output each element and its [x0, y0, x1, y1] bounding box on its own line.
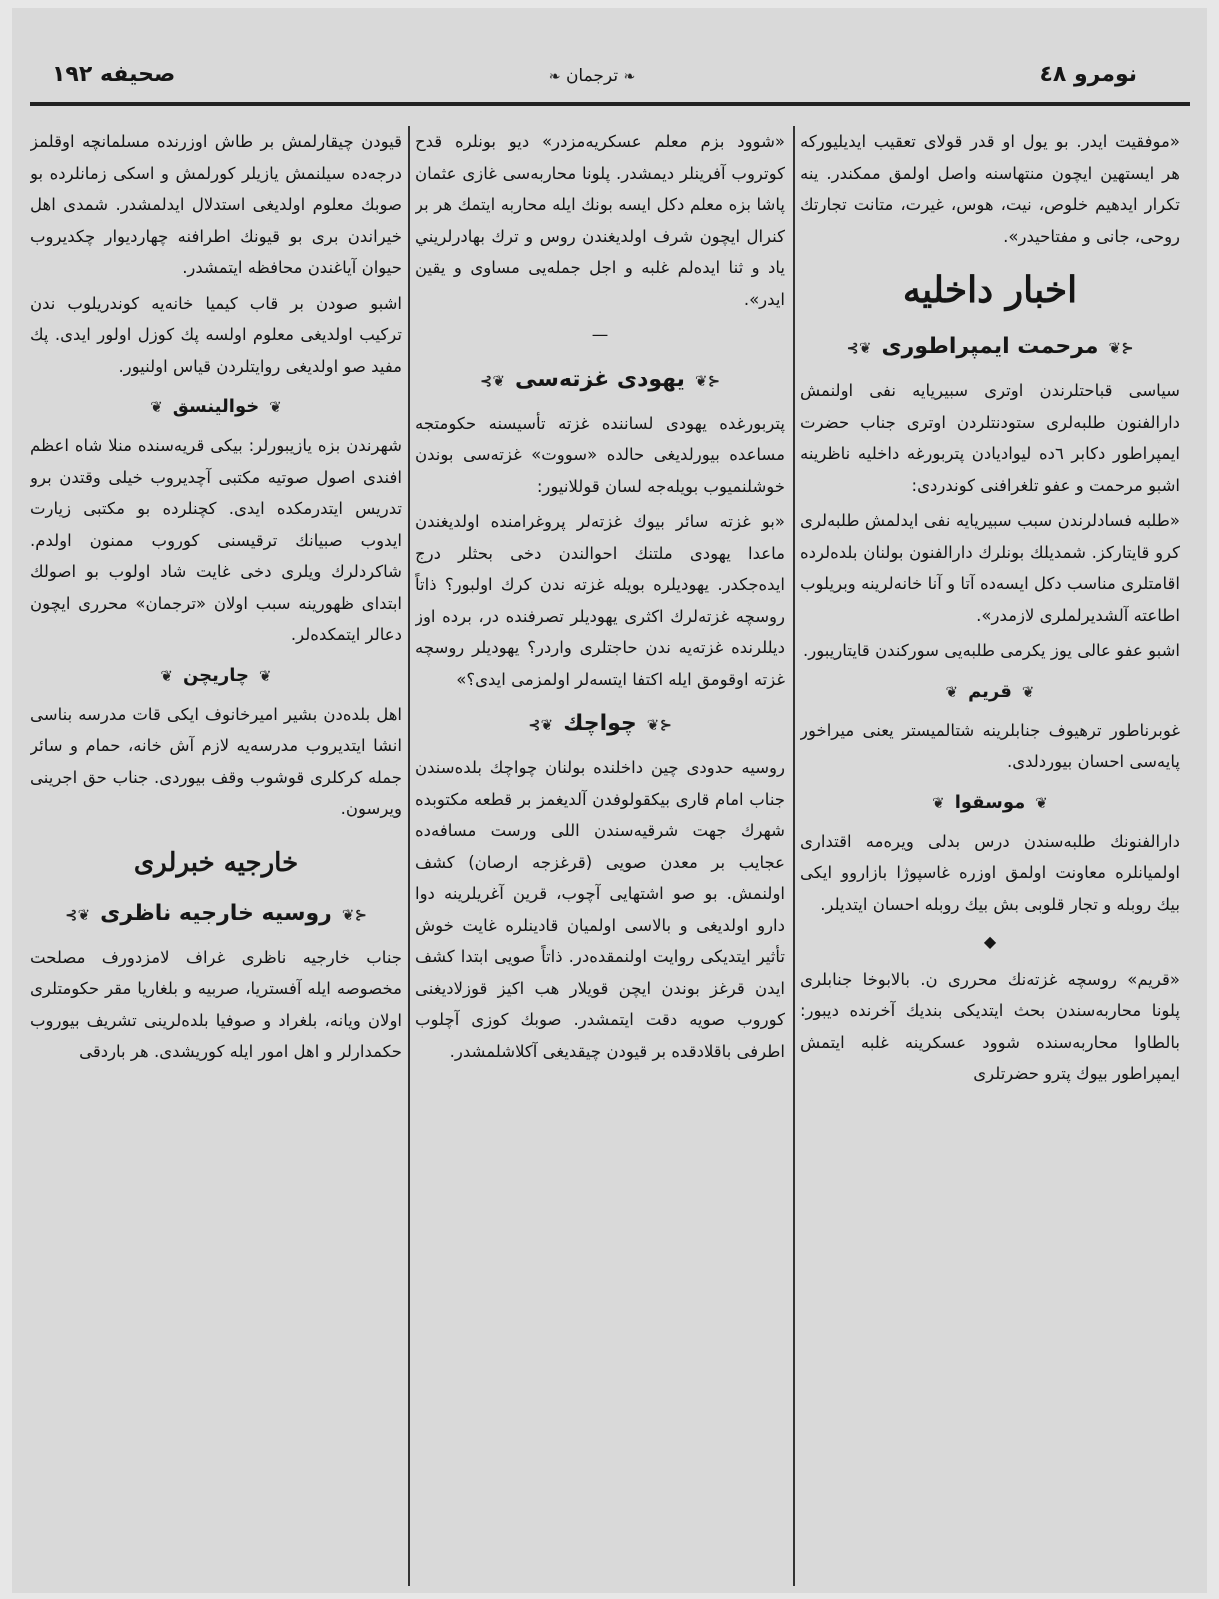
flourish-icon: ⊰❦	[341, 905, 367, 924]
article-text: «قريم» روسچه غزته‌نك محررى ن. بالابوخا جنابلرى پلونا محاربه‌سندن بحث ايتديكى بنديك آخرنده ديبور: بالطاوا محاربه‌سنده شوود عسكرينه غلبه ايتمش ايمپراطور بيوك پترو حضرتلرى	[800, 969, 1180, 1083]
article-heading: ⊰❦چواچك❦⊱	[528, 711, 672, 736]
flourish-icon: ❦⊱	[528, 716, 554, 734]
flourish-icon: ❦	[269, 398, 282, 416]
flourish-icon: ❦	[1035, 793, 1048, 812]
flourish-icon: ❦	[945, 682, 959, 701]
column-middle	[415, 126, 785, 1586]
article-text: سياسى قباحتلرندن اوترى سبيريايه نفى اولنمش دارالفنون طلبه‌لرى ستودنتلردن اوترى جناب حضرت ايمپراطور دكابر ٦ده ليواديادن پتربورغه داخليه ناظرينه اشبو مرحمت و عفو تلغرافنى كوندردى:	[800, 381, 1180, 495]
article-text: شهرندن بزه يازيبورلر: بيكى قريه‌سنده منلا شاه اعظم افندى اصول صوتيه مكتبى آچديروب خيلى وقتدن برو تدريس ايتدرمكده ايدى. كچنلرده بو مكتبى زيارت ايدوب صبيانك ترقيسنى كوروب ممنون اولدم. شاكردلرك ويلرى دخى غايت شاد اولوب بو اصولك ابتداى ظهورينه سبب اولان «ترجمان» محررى ايچون دعالر ايتمكده‌لر.	[30, 436, 402, 644]
flourish-icon: ❦	[150, 398, 163, 416]
newspaper-name: ترجمان	[565, 66, 619, 86]
article-quote: «طلبه فسادلرندن سبب سبيريايه نفى ايدلمش طلبه‌لرى كرو قايتاركز. شمديلك بونلرك دارالفنون بولنان بلده‌لرده اقامتلرى مناسب دكل ايسه‌ده آتا و آنا خانه‌لرينه وبريلوب اطاعته آلشديرلملرى لازمدر».	[800, 511, 1180, 625]
short-rule: —	[591, 325, 609, 344]
article-heading: ⊰❦مرحمت ايمپراطورى❦⊱	[846, 334, 1134, 359]
divider-icon: ◆	[983, 932, 997, 951]
flourish-icon: ⊰❦	[646, 716, 672, 734]
article-text: قيودن چيقارلمش بر طاش اوزرنده مسلمانچه اوقلمز درجه‌ده سيلنمش يازيلر كورلمش و اسكى زمانلرده بو صوبك معلوم اولديغى استدلال ايدلمشدر. شمدى اهل خيراندن برى بو قيونك اطرافنه چهارديوار چكديروب حيوان آياغندن محافظه ايتمشدر.	[30, 132, 402, 277]
page-number: صحيفه ١٩٢	[52, 62, 176, 87]
column-rule	[408, 126, 410, 1586]
flourish-icon: ❦⊱	[846, 339, 872, 357]
flourish-icon: ❦	[932, 793, 945, 812]
article-text: غوبرناطور ترهيوف جنابلرينه شتالميستر يعنى ميراخور پايه‌سى احسان بيوردلدى.	[800, 720, 1180, 771]
section-title: خارجيه خبرلرى	[133, 847, 299, 878]
article-text: اشبو عفو عالى يوز يكرمى طلبه‌يى سوركندن قايتاريبور.	[803, 641, 1180, 660]
page-header	[12, 58, 1207, 98]
article-quote: «بو غزته سائر بيوك غزته‌لر پروغرامنده اولديغندن ماعدا يهودى ملتنك احوالندن دخى بحثلر درج ايده‌جكدر. يهوديلره بويله غزته ندن كرك اولبور؟ ذاتاً روسچه غزته‌لرك اكثرى يهوديلر تصرفنده در، برده اوز ديللرنده غزته‌يه ندن حاجتلرى واردر؟ يهوديلر روسچه غزته اوقومق ايله اكتفا ايتسه‌لر اولمزمى ايدى؟»	[415, 512, 785, 689]
flourish-icon: ❦⊱	[479, 371, 506, 390]
column-rule	[793, 126, 795, 1586]
article-heading: ⊰❦يهودى غزته‌سى❦⊱	[479, 366, 721, 392]
article-heading: ❦موسقوا❦	[932, 791, 1048, 813]
ornament-icon: ❧	[623, 69, 636, 85]
flourish-icon: ❦⊱	[65, 905, 91, 924]
article-heading: ❦چاريچن❦	[160, 664, 272, 686]
flourish-icon: ❦	[1021, 682, 1035, 701]
article-text: «شوود بزم معلم عسكريه‌مزدر» ديو بونلره قدح كوتروب آفرينلر ديمشدر. پلونا محاربه‌سى غازى عثمان پاشا بزه معلم دكل ايسه بونك ايله محاربه ايتمك هر بر كنرال ايچون شرف اولديغندن روس و ترك بهادرلريني ياد و ثنا ايده‌لم غلبه و اجل جمله‌يى مساوى و يقين ايدر».	[415, 132, 785, 309]
ornament-icon: ❧	[548, 69, 561, 85]
column-right	[800, 126, 1180, 1586]
flourish-icon: ❦	[160, 666, 173, 685]
article-text: اشبو صودن بر قاب كيميا خانه‌يه كوندريلوب ندن تركيب اولديغى معلوم اولسه پك كوزل اولور ايدى. پك مفيد صو اولديغى روايتلردن قياس اولنيور.	[30, 293, 402, 376]
article-heading: ⊰❦روسيه خارجيه ناظرى❦⊱	[65, 900, 367, 926]
section-title: اخبار داخليه	[902, 269, 1078, 311]
issue-number: نومرو ٤٨	[1039, 62, 1137, 87]
article-text: پتربورغده يهودى لساننده غزته تأسيسنه حكومتجه مساعده بيورلديغى حالده «سووت» غزته‌سى بوندن خوشلنميوب بويله‌جه لسان قوللانيور:	[415, 413, 785, 496]
column-left	[30, 126, 402, 1586]
article-text: «موفقيت ايدر. بو يول او قدر قولاى تعقيب ايديليوركه هر ايستهين ايچون منتهاسنه واصل اولمق ممكندر. ينه تكرار ايدهيم خلوص، نيت، هوس، غيرت، متانت تجارتك روحى، جانى و مفتاحيدر».	[800, 132, 1180, 246]
article-text: روسيه حدودى چين داخلنده بولنان چواچك بلده‌سندن جناب امام قارى بيكقولوفدن آلديغمز بر قطعه مكتوبده شهرك جهت شرقيه‌سندن اللى ورست مسافه‌ده عجايب بر معدن صويى (قرغزجه ارصان) كشف اولنمش. بو صو اشتهايى آچوب، قرين آغريلرينه دوا دارو اولديغى و بالاسى اولميان قادينلره غايت خوش تأثير ايتديكى روايت اولنمقده‌در. ذاتاً صويى ابتدا كشف ايدن قرغز بوندن ايچن قويلار هب اكيز قوزلاديغنى كوروب صويه دقت ايتمشدر. صوبك كوزى آچلوب اطرفى باقلادقده بر قيودن چيقديغى آكلاشلمشدر.	[415, 758, 785, 1061]
article-text: جناب خارجيه ناظرى غراف لامزدورف مصلحت مخصوصه ايله آفستريا، صربيه و بلغاريا مقر حكومتلرى اولان ويانه، بلغراد و صوفيا بلده‌لرينى تشريف بيوروب حكمدارلر و اهل امور ايله كوريشدى. هر باردقى	[30, 947, 402, 1061]
newspaper-title	[532, 66, 652, 86]
article-text: اهل بلده‌دن بشير اميرخانوف ايكى قات مدرسه بناسى انشا ايتديروب مدرسه‌يه لازم آش خانه، حمام و سائر جمله كركلرى قوشوب وقف بيوردى. جناب حق اجرينى ويرسون.	[30, 704, 402, 818]
header-rule	[30, 102, 1190, 106]
newspaper-page	[12, 8, 1207, 1593]
flourish-icon: ❦	[259, 666, 272, 685]
article-heading: ❦خوالينسق❦	[150, 396, 282, 417]
flourish-icon: ⊰❦	[694, 371, 721, 390]
article-heading: ❦قريم❦	[945, 680, 1035, 702]
article-text: دارالفنونك طلبه‌سندن درس بدلى ويره‌مه اقتدارى اولميانلره معاونت اولمق اوزره غاسپوژا بازاروو ايكى بيك روبله و تجار قلوبى بش بيك روبله احسان ايتديلر.	[800, 831, 1180, 914]
flourish-icon: ⊰❦	[1108, 339, 1134, 357]
